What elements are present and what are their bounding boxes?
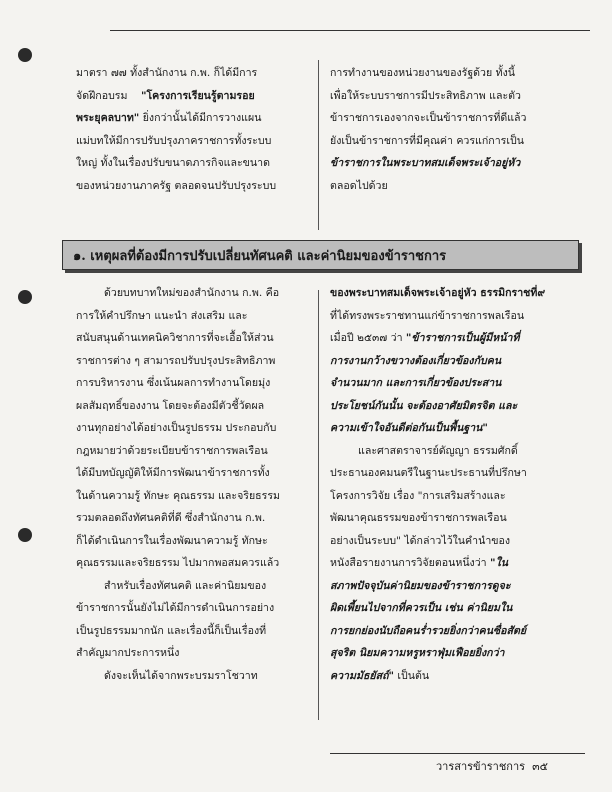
text-line: การให้คำปรึกษา แนะนำ ส่งเสริม และ (76, 309, 248, 322)
text-line: กฎหมายว่าด้วยระเบียบข้าราชการพลเรือน (76, 444, 268, 457)
text-line: รวมตลอดถึงทัศนคติที่ดี ซึ่งสำนักงาน ก.พ. (76, 512, 266, 524)
text-line: โครงการวิจัย เรื่อง "การเสริมสร้างและ (330, 489, 506, 502)
text-line: แม่บทให้มีการปรับปรุงภาคราชการทั้งระบบ (76, 134, 272, 147)
text-span: เป็นต้น (394, 669, 430, 682)
text-line: การทำงานของหน่วยงานของรัฐด้วย ทั้งนี้ (330, 67, 515, 79)
quote-line: สภาพปัจจุบันค่านิยมของข้าราชการดูจะ (330, 579, 511, 592)
text-line: การบริหารงาน ซึ่งเน้นผลการทำงานโดยมุ่ง (76, 377, 271, 389)
section-heading (62, 240, 579, 270)
emphasis-span: "ใน (490, 557, 508, 569)
text-line: งานทุกอย่างได้อย่างเป็นรูปธรรม ประกอบกับ (76, 422, 277, 434)
text-line: พัฒนาคุณธรรมของข้าราชการพลเรือน (330, 512, 507, 524)
bold-span: "โครงการเรียนรู้ตามรอย (140, 89, 255, 102)
text-line: ราชการต่าง ๆ สามารถปรับปรุงประสิทธิภาพ (76, 354, 276, 367)
top-rule (110, 30, 590, 31)
text-line: เป็นรูปธรรมมากนัก และเรื่องนี้ก็เป็นเรื่องที่ (76, 624, 267, 637)
text-line: มาตรา ๗๗ ทั้งสำนักงาน ก.พ. ก็ได้มีการ (76, 67, 258, 79)
text-span: หนังสือรายงานการวิจัยตอนหนึ่งว่า (330, 557, 490, 569)
emphasis-line: การงานกว้างขวางต้องเกี่ยวข้องกับคน (330, 354, 502, 367)
text-span: จัดฝึกอบรม (76, 89, 128, 102)
text-line: ด้วยบทบาทใหม่ของสำนักงาน ก.พ. คือ (104, 287, 280, 299)
bottom-left-column (76, 282, 308, 687)
emphasis-line: ประโยชน์กันนั้น จะต้องอาศัยมิตรจิต และ (330, 399, 518, 412)
top-right-column (330, 62, 570, 197)
page-number: ๓๕ (532, 760, 548, 773)
text-line: ใหญ่ ทั้งในเรื่องปรับขนาดภารกิจและขนาด (76, 157, 270, 169)
text-line: ของพระบาทสมเด็จพระเจ้าอยู่หัว ธรรมิกราชที่๙ (330, 287, 546, 299)
text-line (330, 552, 570, 575)
emphasis-span: "ข้าราชการเป็นผู้มีหน้าที่ (405, 332, 520, 344)
text-line: เพื่อให้ระบบราชการมีประสิทธิภาพ และตัว (330, 89, 521, 102)
text-line (76, 107, 304, 130)
text-line: ผลสัมฤทธิ์ของงาน โดยจะต้องมีตัวชี้วัดผล (76, 399, 265, 412)
text-line: ของหน่วยงานภาครัฐ ตลอดจนปรับปรุงระบบ (76, 179, 277, 192)
top-left-column (76, 62, 304, 197)
text-line: ข้าราชการนั้นยังไม่ได้มีการดำเนินการอย่าง (76, 602, 275, 614)
text-line: ได้มีบทบัญญัติให้มีการพัฒนาข้าราชการทั้ง (76, 467, 270, 479)
emphasis-line: ความเข้าใจอันดีต่อกันเป็นพื้นฐาน" (330, 422, 488, 434)
emphasis-line: จำนวนมาก และการเกี่ยวข้องประสาน (330, 377, 502, 389)
text-line: ที่ได้ทรงพระราชทานแก่ข้าราชการพลเรือน (330, 309, 525, 322)
binder-hole-icon (18, 290, 32, 304)
text-line: สำหรับเรื่องทัศนคติ และค่านิยมของ (104, 579, 267, 592)
bottom-right-column (330, 282, 570, 687)
text-line: อย่างเป็นระบบ" ได้กล่าวไว้ในคำนำของ (330, 534, 511, 547)
text-line: ประธานองคมนตรีในฐานะประธานที่ปรึกษา (330, 467, 527, 479)
section-heading-text: ๑. เหตุผลที่ต้องมีการปรับเปลี่ยนทัศนคติ และค่านิยมของข้าราชการ (73, 249, 447, 264)
page-footer (436, 757, 548, 775)
text-line: คุณธรรมและจริยธรรม ไปมากพอสมควรแล้ว (76, 557, 280, 569)
text-line (330, 665, 570, 688)
text-line (76, 85, 304, 108)
bold-span: พระยุคลบาท" (76, 112, 140, 124)
emphasis-line: ข้าราชการในพระบาทสมเด็จพระเจ้าอยู่หัว (330, 157, 521, 169)
text-line: ข้าราชการเองจากจะเป็นข้าราชการที่ดีแล้ว (330, 112, 527, 124)
text-line: ตลอดไปด้วย (330, 179, 388, 192)
text-line: สนับสนุนด้านเทคนิควิชาการที่จะเอื้อให้ส่วน (76, 332, 274, 344)
journal-name: วารสารข้าราชการ (436, 760, 526, 773)
text-line: สำคัญมากประการหนึ่ง (76, 647, 180, 659)
text-span: ยิ่งกว่านั้นได้มีการวางแผน (139, 112, 262, 124)
emphasis-span: ความมัธยัสถ์" (330, 669, 395, 682)
binder-hole-icon (18, 48, 32, 62)
quote-line: การยกย่องนับถือคนร่ำรวยยิ่งกว่าคนซื่อสัตย์ (330, 624, 527, 637)
text-span: เมื่อปี ๒๕๓๗ ว่า (330, 332, 406, 344)
binder-hole-icon (18, 528, 32, 542)
quote-line: สุจริต นิยมความหรูหราฟุ่มเฟือยยิ่งกว่า (330, 647, 505, 659)
text-line: ก็ได้ดำเนินการในเรื่องพัฒนาความรู้ ทักษะ (76, 534, 268, 547)
footer-rule (330, 753, 585, 754)
text-line: ดังจะเห็นได้จากพระบรมราโชวาท (104, 669, 258, 682)
text-line: ยังเป็นข้าราชการที่มีคุณค่า ควรแก่การเป็น (330, 134, 524, 147)
column-divider (318, 60, 319, 230)
text-line: ในด้านความรู้ ทักษะ คุณธรรม และจริยธรรม (76, 489, 281, 502)
text-line (330, 327, 570, 350)
column-divider (318, 290, 319, 720)
text-line: และศาสตราจารย์ดัญญา ธรรมศักดิ์ (358, 444, 518, 457)
quote-line: ผิดเพี้ยนไปจากที่ควรเป็น เช่น ค่านิยมใน (330, 602, 513, 614)
